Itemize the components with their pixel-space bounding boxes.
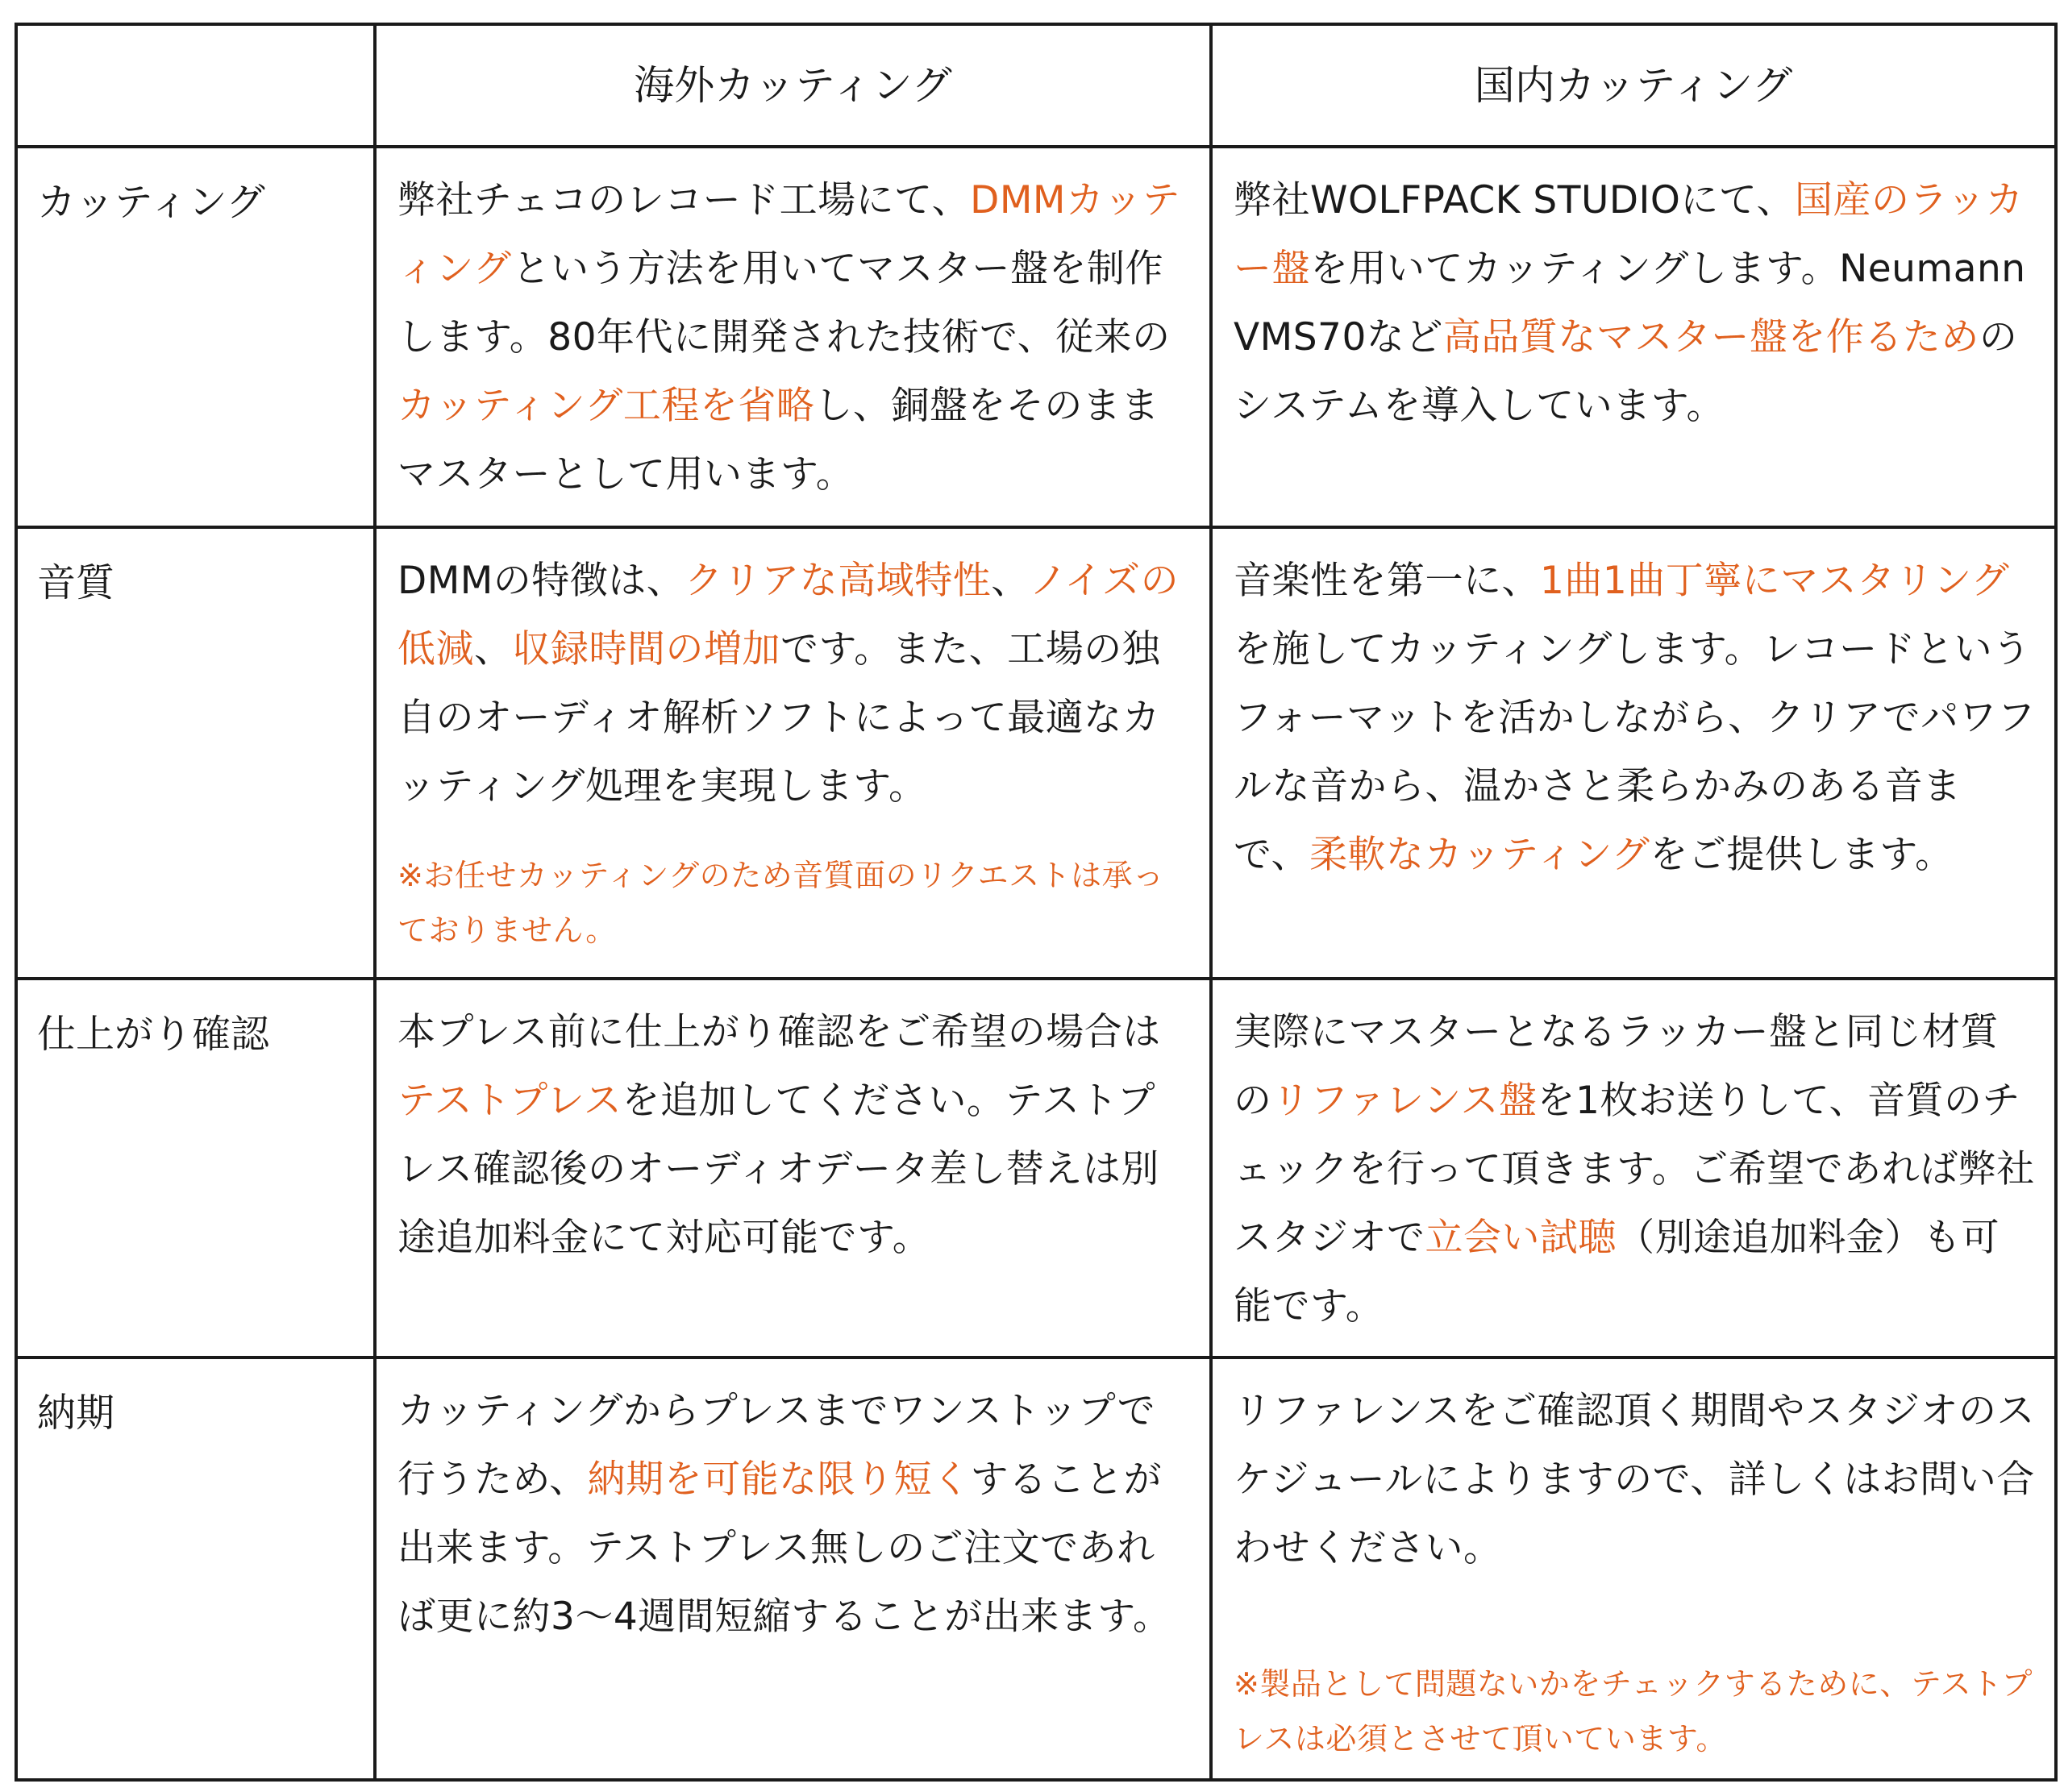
domestic-delivery-note: ※製品として問題ないかをチェックするために、テストプレスは必須とさせて頂いています。 xyxy=(1234,1666,2033,1757)
table-header-row xyxy=(16,24,2056,147)
body-text: カッティングからプレスまでワンストップで行うため、 xyxy=(397,1389,1156,1502)
highlight-text: 柔軟なカッティング xyxy=(1309,833,1650,877)
overseas-finish-check-text xyxy=(397,998,1192,1272)
body-text: のシステムを導入しています。 xyxy=(1234,315,2018,428)
body-text: を用いてカッティングします。Neumann VMS70など xyxy=(1234,247,2026,360)
highlight-text: DMMカッティング xyxy=(397,178,1180,291)
domestic-delivery-cell xyxy=(1211,1358,2056,1780)
body-text: を施してカッティングします。レコードというフォーマットを活かしながら、クリアでパワフルな音から、温かさと柔らかみのある音まで、 xyxy=(1234,627,2036,877)
highlight-text: 1曲1曲丁寧にマスタリング xyxy=(1540,559,2010,603)
body-text: です。また、工場の独自のオーディオ解析ソフトによって最適なカッティング処理を実現します。 xyxy=(397,627,1161,809)
table-row xyxy=(16,527,2056,979)
table-row xyxy=(16,1358,2056,1780)
row-label-cutting: カッティング xyxy=(16,147,375,527)
row-label-finish-check: 仕上がり確認 xyxy=(16,979,375,1358)
body-text: することが出来ます。テストプレス無しのご注文であれば更に約3〜4週間短縮することが出来ます。 xyxy=(397,1457,1171,1639)
overseas-delivery-text xyxy=(397,1377,1192,1651)
highlight-text: リファレンス盤 xyxy=(1271,1079,1538,1123)
body-text: をご提供します。 xyxy=(1650,833,1954,877)
highlight-text: ノイズの低減 xyxy=(397,559,1180,671)
body-text: を1枚お送りして、音質のチェックを行って頂きます。ご希望であれば弊社スタジオで xyxy=(1234,1079,2035,1260)
row-label-delivery: 納期 xyxy=(16,1358,375,1780)
overseas-cutting-cell xyxy=(375,147,1211,527)
header-overseas-cutting: 海外カッティング xyxy=(375,24,1211,147)
highlight-text: 立会い試聴 xyxy=(1425,1216,1617,1260)
body-text: リファレンスをご確認頂く期間やスタジオのスケジュールによりますので、詳しくはお問い合わせください。 xyxy=(1234,1389,2035,1570)
domestic-sound-quality-cell xyxy=(1211,527,2056,979)
overseas-finish-check-cell xyxy=(375,979,1211,1358)
domestic-sound-quality-text xyxy=(1234,547,2037,889)
highlight-text: テストプレス xyxy=(397,1079,622,1123)
highlight-text: 納期を可能な限り短く xyxy=(587,1457,971,1502)
table-row xyxy=(16,979,2056,1358)
header-domestic-cutting: 国内カッティング xyxy=(1211,24,2056,147)
body-text: DMMの特徴は、 xyxy=(397,559,685,603)
overseas-sound-quality-note: ※お任せカッティングのため音質面のリクエストは承っておりません。 xyxy=(397,858,1164,948)
body-text: 実際にマスターとなるラッカー盤と同じ材質の xyxy=(1234,1010,2000,1123)
highlight-text: クリアな高域特性 xyxy=(685,559,992,603)
domestic-cutting-text xyxy=(1234,166,2037,440)
body-text: 、 xyxy=(991,559,1030,603)
table-row xyxy=(16,147,2056,527)
body-text: 本プレス前に仕上がり確認をご希望の場合は xyxy=(397,1010,1161,1054)
comparison-table xyxy=(15,23,2058,1782)
overseas-delivery-cell xyxy=(375,1358,1211,1780)
body-text: し、銅盤をそのままマスターとして用います。 xyxy=(397,384,1159,497)
domestic-delivery-text xyxy=(1234,1377,2037,1582)
overseas-sound-quality-cell xyxy=(375,527,1211,979)
overseas-cutting-text xyxy=(397,166,1192,509)
row-label-sound-quality: 音質 xyxy=(16,527,375,979)
body-text: 音楽性を第一に、 xyxy=(1234,559,1540,603)
overseas-sound-quality-text xyxy=(397,547,1192,821)
domestic-cutting-cell xyxy=(1211,147,2056,527)
highlight-text: 高品質なマスター盤を作るため xyxy=(1442,315,1979,360)
domestic-finish-check-cell xyxy=(1211,979,2056,1358)
highlight-text: 国産のラッカー盤 xyxy=(1234,178,2024,291)
body-text: を追加してください。テストプレス確認後のオーディオデータ差し替えは別途追加料金にて対応可能です。 xyxy=(397,1079,1159,1260)
body-text: 、 xyxy=(474,627,513,671)
header-empty-cell xyxy=(16,24,375,147)
highlight-text: 収録時間の増加 xyxy=(512,627,780,671)
body-text: 弊社WOLFPACK STUDIOにて、 xyxy=(1234,178,1795,222)
body-text: （別途追加料金）も可能です。 xyxy=(1234,1216,2000,1328)
highlight-text: カッティング工程を省略 xyxy=(397,384,815,428)
body-text: 弊社チェコのレコード工場にて、 xyxy=(397,178,971,222)
domestic-finish-check-text xyxy=(1234,998,2037,1341)
body-text: という方法を用いてマスター盤を制作します。80年代に開発された技術で、従来の xyxy=(397,247,1171,360)
